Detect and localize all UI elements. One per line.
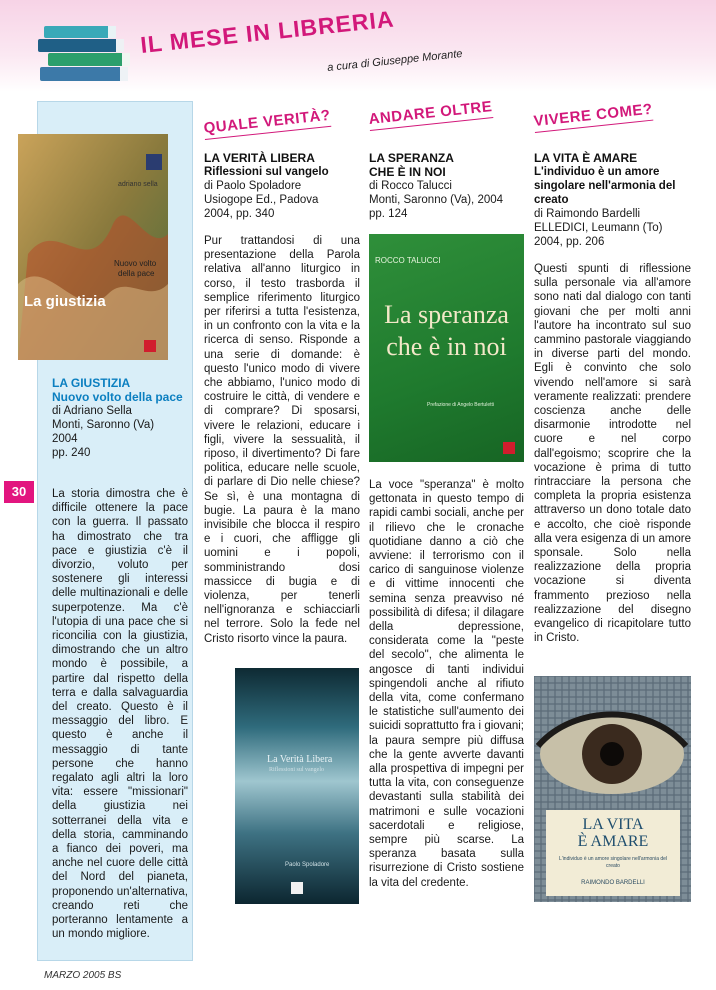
column-b-review-text: La voce "speranza" è molto gettonata in questo tempo di rapidi cambi sociali, anche per il rilievo che le cronache quotidiane danno a ciò che avviene: il terrorismo con il carico di sanguinose violenze e di vittime innocenti che semina senza preavviso né possibilità di difesa; il dilagare della depressione, considerata come la "peste del secolo", che alimenta le angosce di tanti individui spingendoli anche al rifiuto della vita, come confermano le statistiche sull'aumento dei suicidi soprattutto fra i giovani; la paura sempre più diffusa che la gente avverte davanti alla prospettiva di impegni per tutta la vita, con conseguenze devastanti sulla stabilità dei matrimoni e sulle vocazioni sacerdotali e religiose, sempre più scarse. La speranza basata sulla risurrezione di Cristo sostiene la vita del credente. <box>369 479 524 889</box>
books-stack-icon <box>38 22 134 84</box>
book-cover-verita-libera <box>235 668 359 904</box>
column-c-book-publisher: ELLEDICI, Leumann (To) <box>534 222 663 234</box>
sidebar-book-publisher: Monti, Saronno (Va) <box>52 419 155 431</box>
page-subtitle: a cura di Giuseppe Morante <box>326 47 464 74</box>
column-b-book-author: di Rocco Talucci <box>369 180 452 192</box>
column-heading-andare-oltre: ANDARE OLTRE <box>368 98 493 131</box>
book-cover-vita-e-amare <box>534 676 691 902</box>
sidebar-book-info <box>52 376 188 460</box>
sidebar-book-year: 2004 <box>52 433 78 445</box>
cover-speranza-preface: Prefazione di Angelo Bertuletti <box>427 402 494 408</box>
cover-speranza-author: ROCCO TALUCCI <box>375 256 441 265</box>
column-a-book-publisher: Usiogope Ed., Padova <box>204 194 319 206</box>
sidebar-book-author: di Adriano Sella <box>52 405 132 417</box>
column-heading-quale-verita: QUALE VERITÀ? <box>203 107 332 140</box>
cover-verita-title: La Verità Libera <box>267 754 333 765</box>
page-number: 30 <box>4 481 34 503</box>
column-a-book-info <box>204 151 360 221</box>
cover-vita-title-line2: È AMARE <box>577 833 649 850</box>
publisher-logo-icon <box>503 442 515 454</box>
book-cover-giustizia <box>18 134 168 360</box>
cover-vita-subtitle: L'individuo è un amore singolare nell'armonia del creato <box>558 856 668 869</box>
cover-line1: Nuovo volto <box>114 259 157 268</box>
column-b-book-year-pages: pp. 124 <box>369 208 408 220</box>
cover-speranza-title-line1: La speranza <box>384 300 509 329</box>
sidebar-book-subtitle: Nuovo volto della pace <box>52 390 183 404</box>
book-cover-speranza <box>369 234 524 462</box>
column-a-review-text: Pur trattandosi di una presentazione della Parola relativa all'anno liturgico in corso, il testo trasborda il semplice riferimento liturgico per riferirsi a tutta l'esistenza, in un confronto con la vita e la ricerca di senso. Risponde a una serie di domande: è questo l'unico modo di vivere che abbiamo, l'unico modo di costruire le città, di vendere e di comprare? Di sposarsi, vivere le relazioni, educare i figli, vivere la sessualità, il riposo, il divertimento? Di fare politica, educare nelle scuole, di parlare di Dio nelle chiese? Se sì, è una montagna di bugie. La paura è la mano invisibile che blocca il respiro e i cuori, che affligge gli uomini e i popoli, somministrando dosi massicce di bugia e di violenza, per tenerli nell'ignoranza e schiacciarli nel terrore. Solo la fede nel Cristo risorto vince la paura. <box>204 235 360 645</box>
sidebar-review-text: La storia dimostra che è difficile ottenere la pace con la guerra. Il passato ha dimostrato che tra pace e giustizia c'è il divorzio, voluto per sostenere gli interessi delle multinazionali e delle superpotenze. Ma c'è l'utopia di una pace che si riconcilia con la giustizia, dimostrando che un altro mondo è possibile, a partire dal rispetto della terra e dalla salvaguardia del creato. Questo è il messaggio del libro. E questo è anche il messaggio di tante persone che hanno regalato agli altri la loro vita: essere "missionari" della giustizia nei sotterranei della vita e della storia, camminando a fianco dei poveri, ma anche nel cuore delle città del Nord del pianeta, proponendo un'alternativa, creando reti che porteranno lentamente a un mondo migliore. <box>52 488 188 941</box>
column-c-book-year-pages: 2004, pp. 206 <box>534 236 605 248</box>
cover-verita-author: Paolo Spoladore <box>285 862 330 868</box>
column-c-book-info <box>534 151 691 249</box>
cover-line2: della pace <box>118 269 155 278</box>
sidebar-book-title: LA GIUSTIZIA <box>52 376 131 390</box>
cover-title: La giustizia <box>24 293 106 310</box>
cover-verita-subtitle: Riflessioni sul vangelo <box>269 767 324 773</box>
cover-vita-title-line1: LA VITA <box>582 816 644 833</box>
cover-speranza-title-line2: che è in noi <box>386 332 507 361</box>
column-c-book-subtitle: L'individuo è un amore singolare nell'armonia del creato <box>534 166 676 206</box>
publisher-logo-icon <box>291 882 303 894</box>
column-c-book-title: LA VITA È AMARE <box>534 151 638 165</box>
column-b-book-title: LA SPERANZA CHE È IN NOI <box>369 151 454 179</box>
footer-issue: MARZO 2005 BS <box>44 970 122 981</box>
column-a-book-subtitle: Riflessioni sul vangelo <box>204 166 329 178</box>
cover-vita-author: RAIMONDO BARDELLI <box>581 880 645 886</box>
column-a-book-author: di Paolo Spoladore <box>204 180 302 192</box>
column-c-review-text: Questi spunti di riflessione sulla personale via all'amore sono nati dal dialogo con tanti giovani che per molti anni l'autore ha incontrato sul suo cammino pastorale viaggiando in diverse parti del mondo. Egli è convinto che solo vivendo nell'amore si sarà veramente realizzati: prendere coscienza anche delle disarmonie introdotte nel cuore e nel corpo dall'egoismo; scoprire che la vocazione è prima di tutto rintracciare la persona che completa la propria esistenza attraverso un dono totale dato e accolto, che cioè risponde alla vera esigenza di un amore sponsale. Solo nella realizzazione della propria vocazione si diventa frammento prezioso nella realizzazione del disegno evangelico di ricapitolare tutto in Cristo. <box>534 263 691 645</box>
page-title: IL MESE IN LIBRERIA <box>139 5 396 59</box>
column-heading-vivere-come: VIVERE COME? <box>533 101 654 133</box>
column-b-book-publisher: Monti, Saronno (Va), 2004 <box>369 194 504 206</box>
column-a-book-title: LA VERITÀ LIBERA <box>204 151 315 165</box>
column-c-book-author: di Raimondo Bardelli <box>534 208 641 220</box>
column-a-book-year-pages: 2004, pp. 340 <box>204 208 275 220</box>
column-b-book-info <box>369 151 524 221</box>
cover-author: adriano sella <box>118 181 158 188</box>
publisher-logo-icon <box>144 340 156 352</box>
sidebar-book-pages: pp. 240 <box>52 447 91 459</box>
